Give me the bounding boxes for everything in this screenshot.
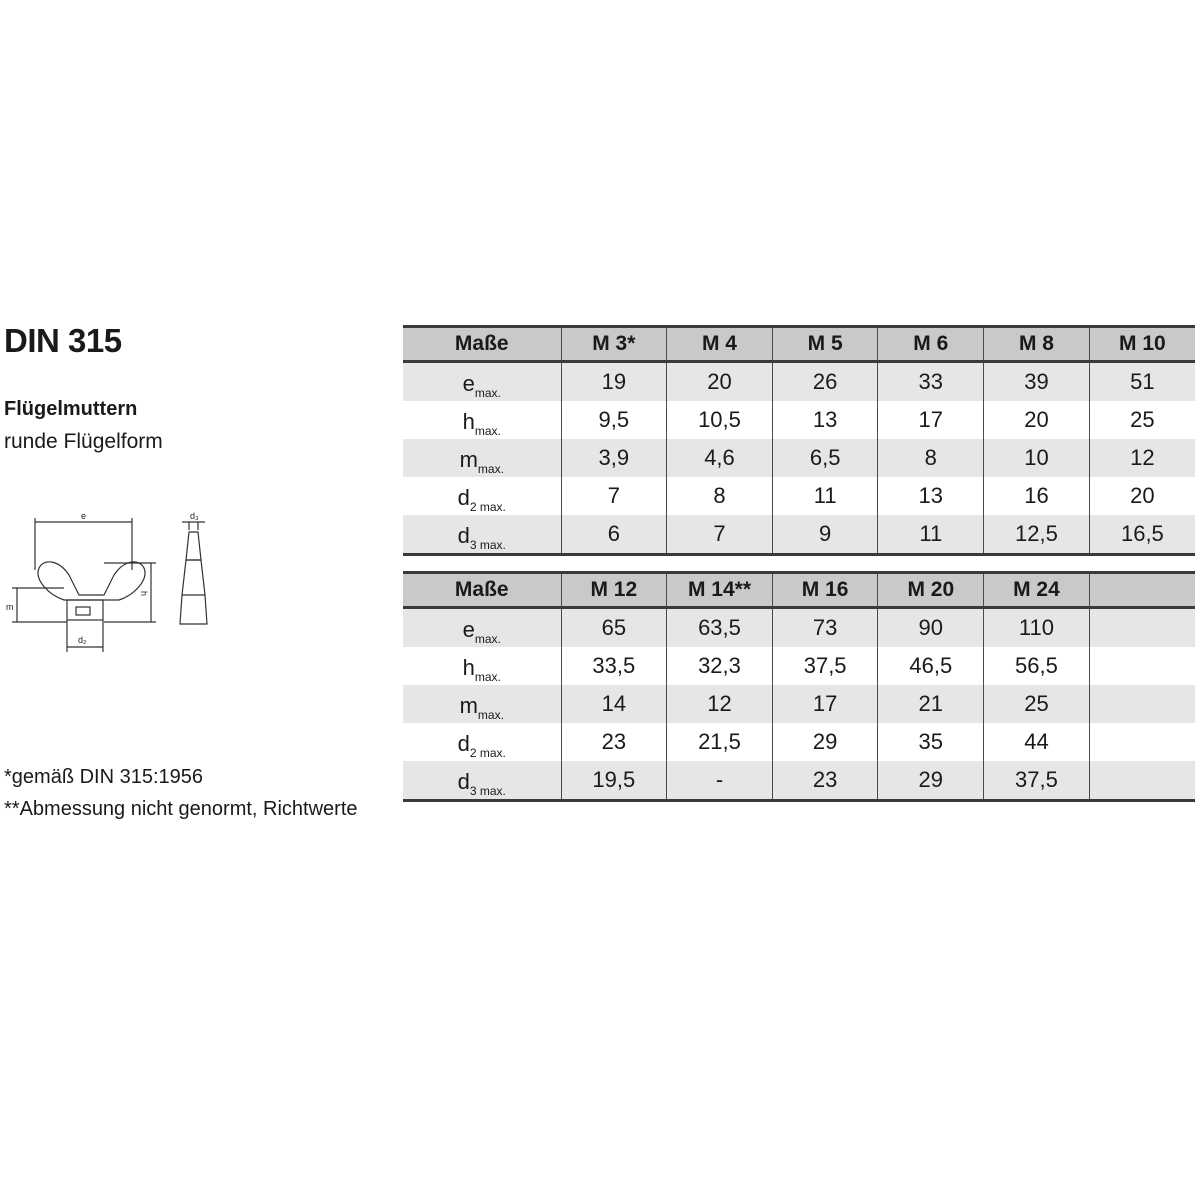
header-cell: Maße [454,332,509,355]
table-row [403,647,1195,685]
table-cell: 110 [984,608,1090,648]
table-cell [1089,761,1195,801]
table-cell: 33,5 [561,647,667,685]
table-cell: 7 [561,477,667,515]
header-cell: M 3* [561,327,667,362]
table-row [403,362,1195,402]
header-cell: M 24 [984,573,1090,608]
table-cell: 32,3 [667,647,773,685]
product-variant: runde Flügelform [4,430,163,453]
table-cell: 23 [772,761,878,801]
table-cell: 10,5 [667,401,773,439]
table-cell: 16,5 [1089,515,1195,555]
table-row [403,439,1195,477]
dimension-table-1 [403,325,1195,556]
table-row [403,761,1195,801]
table-cell: 8 [878,439,984,477]
table-cell: 20 [984,401,1090,439]
header-cell: M 5 [772,327,878,362]
table-cell: 3,9 [561,439,667,477]
table-cell: 8 [667,477,773,515]
table-cell: 13 [878,477,984,515]
table-cell: 17 [772,685,878,723]
table-cell: 20 [1089,477,1195,515]
table-cell: 9 [772,515,878,555]
table-cell: 56,5 [984,647,1090,685]
product-name: Flügelmuttern [4,398,138,420]
table-cell: 12,5 [984,515,1090,555]
table-cell: 17 [878,401,984,439]
dimension-table-2 [403,571,1195,802]
row-label: $h_{max.}$ [462,408,501,438]
table-cell: 39 [984,362,1090,402]
dim-label-d3: d₃ [190,511,199,521]
table-cell [1089,685,1195,723]
header-cell [1089,573,1195,608]
table-cell: 90 [878,608,984,648]
table-cell: 10 [984,439,1090,477]
dim-label-m: m [6,602,14,612]
table-header-row [403,573,1195,608]
table-cell: 11 [878,515,984,555]
table-row [403,685,1195,723]
header-cell: M 10 [1089,327,1195,362]
header-cell: M 20 [878,573,984,608]
header-cell: Maße [454,578,509,601]
page-title: DIN 315 [4,322,122,359]
table-cell: 4,6 [667,439,773,477]
header-cell: M 14** [667,573,773,608]
table-cell: 25 [1089,401,1195,439]
table-cell: 19 [561,362,667,402]
table-cell: 12 [667,685,773,723]
table-cell: 46,5 [878,647,984,685]
header-cell: M 4 [667,327,773,362]
table-cell: - [667,761,773,801]
row-label: $e_{max.}$ [403,608,561,648]
table-cell: 29 [878,761,984,801]
row-label: $d_{3 max.}$ [403,761,561,801]
dim-label-e: e [81,511,87,521]
header-cell: M 12 [561,573,667,608]
row-label: $d_{2 max.}$ [457,484,506,514]
table-cell: 33 [878,362,984,402]
table-cell: 14 [561,685,667,723]
table-cell [1089,647,1195,685]
table-cell: 37,5 [772,647,878,685]
header-cell: M 8 [984,327,1090,362]
table-cell: 37,5 [984,761,1090,801]
table-cell: 21 [878,685,984,723]
row-label: $d_{3 max.}$ [403,515,561,555]
table-cell: 11 [772,477,878,515]
table-cell: 23 [561,723,667,761]
table-cell: 29 [772,723,878,761]
table-cell: 6 [561,515,667,555]
table-cell: 16 [984,477,1090,515]
row-label: $e_{max.}$ [403,362,561,402]
table-cell: 63,5 [667,608,773,648]
table-row [403,515,1195,555]
table-cell [1089,723,1195,761]
table-cell: 26 [772,362,878,402]
footnote-2: **Abmessung nicht genormt, Richtwerte [4,798,358,820]
table-cell: 73 [772,608,878,648]
row-label: $m_{max.}$ [403,439,561,477]
header-cell: M 16 [772,573,878,608]
table-cell: 25 [984,685,1090,723]
table-cell: 35 [878,723,984,761]
dim-label-h: h [139,591,149,597]
table-cell [1089,608,1195,648]
table-header-row [403,327,1195,362]
table-cell: 44 [984,723,1090,761]
wing-nut-drawing [4,500,234,660]
table-cell: 9,5 [561,401,667,439]
table-cell: 19,5 [561,761,667,801]
row-label: $d_{2 max.}$ [457,730,506,760]
row-label: $m_{max.}$ [403,685,561,723]
table-row [403,401,1195,439]
table-row [403,608,1195,648]
table-cell: 65 [561,608,667,648]
table-cell: 21,5 [667,723,773,761]
row-label: $h_{max.}$ [462,654,501,684]
table-cell: 51 [1089,362,1195,402]
dim-label-d2: d₂ [78,635,87,645]
table-row [403,477,1195,515]
table-cell: 13 [772,401,878,439]
table-cell: 12 [1089,439,1195,477]
header-cell: M 6 [878,327,984,362]
table-row [403,723,1195,761]
table-cell: 6,5 [772,439,878,477]
footnote-1: *gemäß DIN 315:1956 [4,766,204,788]
table-cell: 20 [667,362,773,402]
table-cell: 7 [667,515,773,555]
